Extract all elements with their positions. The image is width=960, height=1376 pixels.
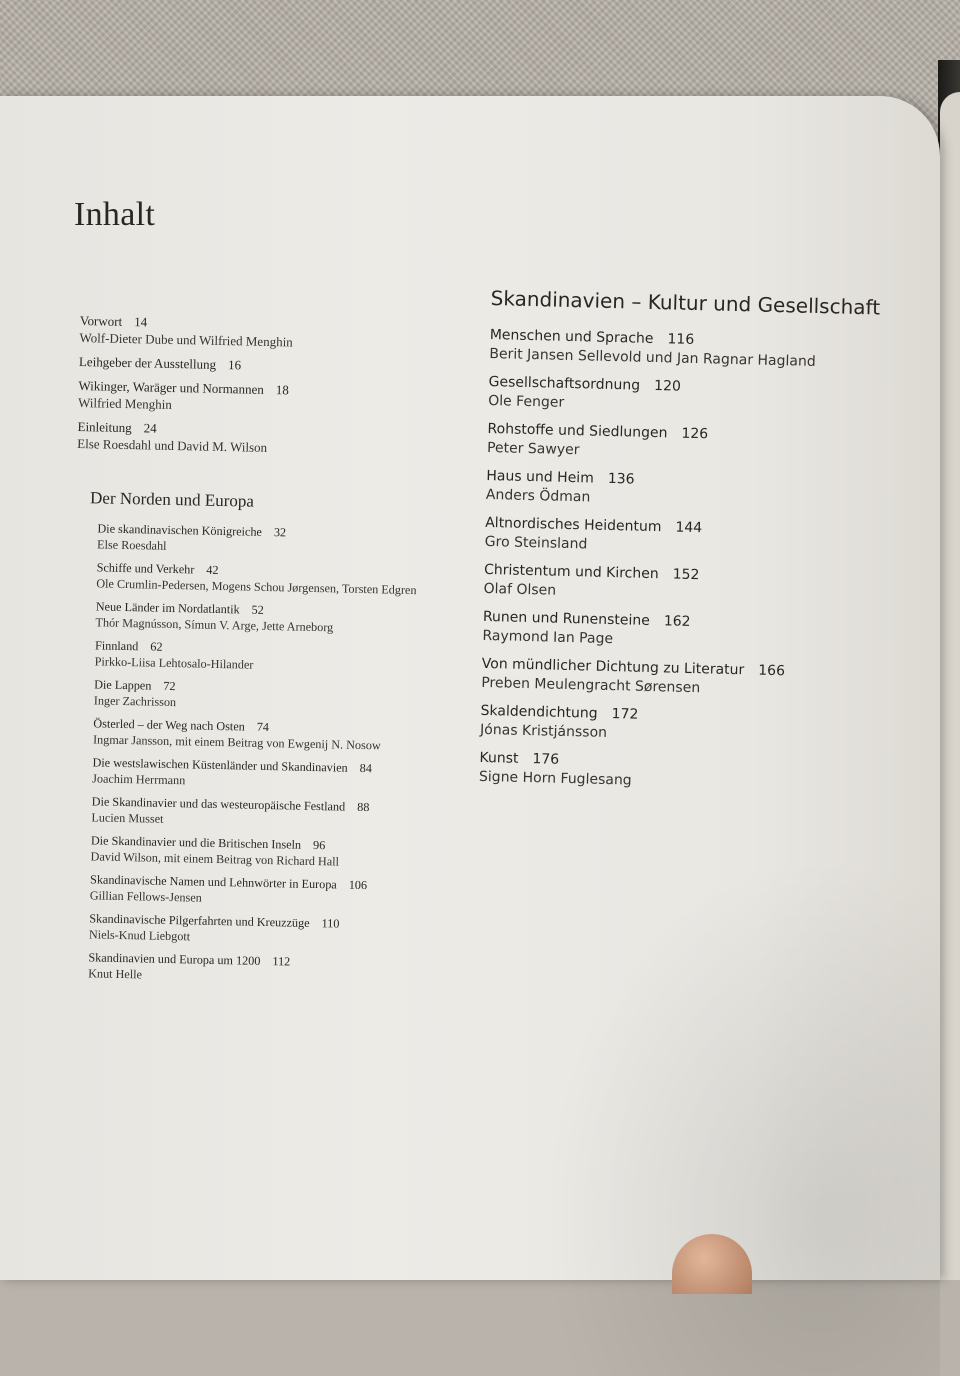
toc-entry-title: Haus und Heim xyxy=(486,467,595,487)
toc-entry-authors: Signe Horn Fuglesang xyxy=(478,768,632,789)
toc-entry-page: 24 xyxy=(143,420,157,436)
toc-left-column xyxy=(66,312,480,996)
toc-entry xyxy=(94,676,473,716)
toc-entry-authors: Olaf Olsen xyxy=(483,580,557,599)
toc-entry-authors: Ole Fenger xyxy=(487,392,565,411)
intro-entries xyxy=(77,312,480,460)
toc-entry-page: 120 xyxy=(653,378,682,395)
toc-entry-page: 72 xyxy=(163,678,176,694)
toc-entry xyxy=(79,312,480,354)
toc-entry-authors: Anders Ödman xyxy=(485,486,591,506)
toc-entry-page: 116 xyxy=(667,331,695,348)
toc-entry xyxy=(79,353,479,378)
toc-entry-title: Runen und Runensteine xyxy=(482,608,651,629)
toc-entry-authors: Lucien Musset xyxy=(91,810,164,826)
toc-entry xyxy=(91,793,470,833)
toc-entry xyxy=(89,910,468,950)
toc-entry-authors: Else Roesdahl und David M. Wilson xyxy=(77,435,268,455)
toc-entry xyxy=(78,377,479,419)
toc-entry-page: 136 xyxy=(607,470,635,488)
toc-entry-authors: Wilfried Menghin xyxy=(77,394,172,412)
toc-entry xyxy=(487,420,888,468)
toc-entry-page: 84 xyxy=(359,760,373,776)
toc-entry-page: 144 xyxy=(675,519,703,537)
toc-entry-page: 126 xyxy=(681,425,709,443)
toc-entry-page: 110 xyxy=(321,916,340,931)
toc-entry-page: 96 xyxy=(312,837,326,853)
toc-entry xyxy=(96,559,475,599)
toc-entry-authors: Joachim Herrmann xyxy=(92,771,186,788)
toc-entry-authors: Gro Steinsland xyxy=(484,533,588,553)
toc-entry-authors: Jónas Kristjánsson xyxy=(479,721,608,741)
toc-entry xyxy=(88,949,467,989)
toc-entry xyxy=(481,655,882,703)
toc-entry-page: 176 xyxy=(532,751,560,768)
toc-entry-authors: Pirkko-Liisa Lehtosalo-Hilander xyxy=(94,654,254,672)
toc-entry-authors: Ole Crumlin-Pedersen, Mogens Schou Jørgensen, Torsten Edgren xyxy=(96,576,417,598)
toc-entry-authors: Thór Magnússon, Símun V. Arge, Jette Arneborg xyxy=(95,615,334,635)
toc-entry-title: Leihgeber der Ausstellung xyxy=(78,353,217,372)
toc-entry-title: Wikinger, Waräger und Normannen xyxy=(78,377,264,397)
toc-entry-title: Schiffe und Verkehr xyxy=(96,560,195,577)
toc-entry-authors: Niels-Knud Liebgott xyxy=(88,927,191,944)
toc-entry-authors: Else Roesdahl xyxy=(96,537,167,553)
toc-entry-page: 162 xyxy=(663,613,691,630)
toc-entry-heading xyxy=(79,353,479,378)
toc-entry-authors: Preben Meulengracht Sørensen xyxy=(481,674,701,697)
toc-entry-authors: Raymond Ian Page xyxy=(482,627,614,648)
toc-entry-title: Österled – der Weg nach Osten xyxy=(93,716,245,734)
toc-entry-page: 172 xyxy=(611,706,639,723)
toc-entry-page: 52 xyxy=(251,602,264,617)
section-entries-norden xyxy=(88,520,476,989)
toc-entry xyxy=(479,749,880,797)
toc-entry-page: 16 xyxy=(227,357,242,373)
toc-entry xyxy=(95,637,474,677)
toc-entry-title: Finnland xyxy=(94,638,139,654)
section-heading-norden: Der Norden und Europa xyxy=(89,488,255,511)
toc-entry-authors: Knut Helle xyxy=(88,966,143,982)
toc-entry xyxy=(92,754,471,794)
toc-entry-title: Skaldendichtung xyxy=(480,702,598,722)
toc-entry-authors: David Wilson, mit einem Beitrag von Richard Hall xyxy=(90,849,340,869)
toc-entry-page: 18 xyxy=(275,382,289,398)
toc-entry-page: 74 xyxy=(256,719,270,735)
toc-entry-title: Altnordisches Heidentum xyxy=(485,514,662,536)
hand-shadow xyxy=(540,856,940,1376)
toc-entry-page: 42 xyxy=(206,562,219,577)
toc-entry-page: 166 xyxy=(758,662,786,680)
section-heading-skandinavien: Skandinavien – Kultur und Gesellschaft xyxy=(490,286,881,320)
toc-entry xyxy=(480,702,881,750)
page-title: Inhalt xyxy=(74,196,156,233)
toc-entry-page: 32 xyxy=(273,525,287,540)
toc-entry-title: Einleitung xyxy=(77,418,132,436)
toc-entry-authors: Inger Zachrisson xyxy=(93,693,177,710)
toc-right-column xyxy=(479,286,891,806)
toc-entry-title: Menschen und Sprache xyxy=(489,326,654,347)
toc-entry-authors: Gillian Fellows-Jensen xyxy=(89,888,202,905)
toc-entry xyxy=(77,418,478,460)
toc-entry-page: 14 xyxy=(134,314,148,330)
section-entries-skandinavien xyxy=(479,326,890,797)
toc-entry-title: Die Lappen xyxy=(94,677,152,693)
toc-entry xyxy=(97,520,476,560)
toc-entry-page: 152 xyxy=(672,566,700,584)
toc-entry-authors: Wolf-Dieter Dube und Wilfried Menghin xyxy=(79,329,293,350)
toc-entry-title: Rohstoffe und Siedlungen xyxy=(487,420,668,442)
toc-entry xyxy=(482,608,883,656)
toc-entry xyxy=(93,715,472,755)
toc-entry xyxy=(489,326,890,374)
toc-entry xyxy=(486,467,887,515)
toc-entry-title: Von mündlicher Dichtung zu Literatur xyxy=(481,655,745,679)
toc-entry xyxy=(488,373,889,421)
toc-entry-page: 88 xyxy=(357,799,370,815)
toc-entry-title: Kunst xyxy=(479,749,519,767)
toc-entry xyxy=(483,561,884,609)
toc-entry xyxy=(90,871,469,911)
toc-entry xyxy=(95,598,474,638)
toc-entry-authors: Peter Sawyer xyxy=(486,439,580,459)
toc-entry-title: Die westslawischen Küstenländer und Skandinavien xyxy=(92,755,348,775)
toc-entry-title: Die Skandinavier und das westeuropäische Festland xyxy=(91,794,346,814)
toc-entry-authors: Ingmar Jansson, mit einem Beitrag von Ewgenij N. Nosow xyxy=(92,732,381,753)
toc-entry-title: Skandinavische Pilgerfahrten und Kreuzzüge xyxy=(89,911,310,930)
toc-entry-page: 62 xyxy=(150,639,163,654)
toc-entry xyxy=(90,832,469,872)
toc-entry-title: Gesellschaftsordnung xyxy=(488,373,641,394)
toc-entry-page: 106 xyxy=(348,877,368,893)
toc-entry-title: Skandinavien und Europa um 1200 xyxy=(88,950,261,968)
next-page-edge xyxy=(940,92,960,1280)
toc-entry-title: Die skandinavischen Königreiche xyxy=(97,521,263,539)
toc-entry-page: 112 xyxy=(272,954,291,969)
toc-entry-title: Die Skandinavier und die Britischen Inseln xyxy=(90,833,302,852)
toc-entry-title: Skandinavische Namen und Lehnwörter in Europa xyxy=(89,872,337,892)
toc-entry-title: Christentum und Kirchen xyxy=(483,561,659,583)
toc-entry-authors: Berit Jansen Sellevold und Jan Ragnar Hagland xyxy=(489,345,816,370)
toc-entry-title: Vorwort xyxy=(79,312,123,329)
toc-entry-title: Neue Länder im Nordatlantik xyxy=(95,599,240,617)
toc-entry xyxy=(485,514,886,562)
